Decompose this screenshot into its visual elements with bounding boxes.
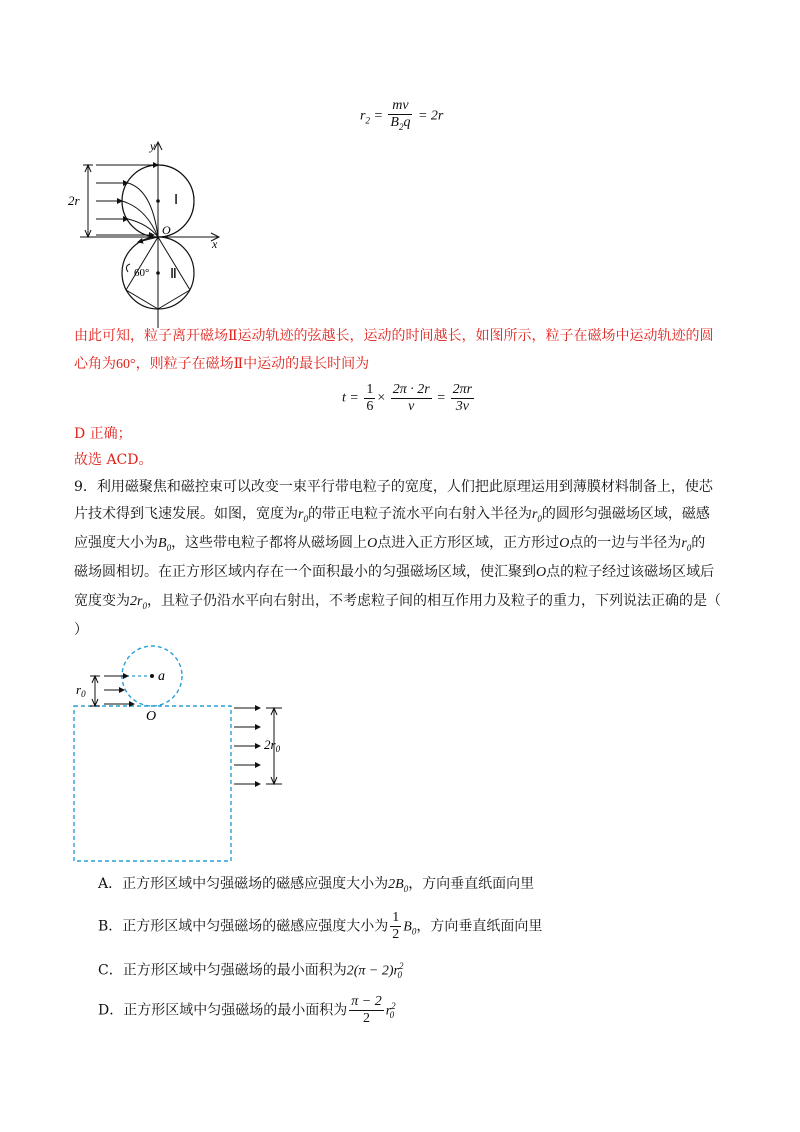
option-d[interactable]: D．正方形区域中匀强磁场的最小面积为 $\frac{\pi - 2}{2}$ $r^2_0$ [98, 994, 396, 1026]
figure-magnetic-circles [66, 138, 236, 330]
fig1-label-O: O [162, 223, 171, 237]
answer-angle: 60° [116, 357, 136, 372]
formula-r2: $r_2$ = $\frac{mv}{B_2q}$ = 2r [360, 98, 443, 135]
option-a[interactable]: A．正方形区域中匀强磁场的磁感应强度大小为$2B_0$，方向垂直纸面向里 [98, 876, 535, 894]
answer-line-2 [74, 354, 369, 375]
figure-square-field [70, 642, 300, 866]
fig1-label-II: Ⅱ [170, 267, 177, 282]
question-line-1: 9．利用磁聚焦和磁控束可以改变一束平行带电粒子的宽度，人们把此原理运用到薄膜材料制备上，使芯 [74, 479, 713, 495]
option-c[interactable]: C．正方形区域中匀强磁场的最小面积为$2(\pi - 2)r^2_0$ [98, 961, 404, 981]
answer-line2-b: ，则粒子在磁场Ⅱ中运动的最长时间为 [135, 356, 370, 372]
fig2-label-2r0: $2r_0$ [264, 737, 281, 754]
formula-t-frac1: $\frac{1}{6}$ [366, 382, 374, 414]
fig1-label-I: Ⅰ [174, 193, 179, 208]
formula-r2-den: $B_2q$ [390, 115, 411, 132]
fig2-label-a: a [158, 669, 165, 684]
answer-choose: 故选 ACD。 [74, 452, 153, 468]
option-b[interactable]: B．正方形区域中匀强磁场的磁感应强度大小为 $\frac{1}{2}$ $B_0$，方向垂直纸面向里 [98, 910, 543, 942]
formula-t [342, 382, 476, 415]
fig2-label-O: O [146, 709, 157, 724]
question-line-6: ） [74, 622, 88, 638]
formula-r2-fraction [388, 98, 412, 135]
formula-r2-lhs: r [360, 108, 366, 124]
answer-d-correct: D 正确； [74, 426, 132, 442]
formula-t-eq: = [437, 390, 446, 406]
answer-line2-a: 心角为 [74, 356, 116, 372]
formula-r2-lhs-sub: 2 [365, 115, 370, 126]
fig1-label-2r: 2r [68, 193, 80, 208]
formula-t-frac3: $\frac{2\pi r}{3v}$ [452, 382, 473, 414]
formula-t-times: × [377, 390, 386, 406]
question-line-3: 应强度大小为$B_0$，这些带电粒子都将从磁场圆上O点进入正方形区域，正方形过O点的一边与半径为$r_0$的 [74, 535, 706, 553]
formula-t-lhs: t = [342, 390, 359, 406]
answer-line-1: 由此可知，粒子离开磁场Ⅱ运动轨迹的弦越长，运动的时间越长，如图所示，粒子在磁场中运动轨迹的圆 [74, 328, 714, 344]
formula-t-frac2: $\frac{2\pi \cdot 2r}{v}$ [392, 382, 430, 414]
question-line-2: 片技术得到飞速发展。如图，宽度为$r_0$的带正电粒子流水平向右射入半径为$r_0$的圆形匀强磁场区域，磁感 [74, 506, 710, 524]
fig1-label-60: 60° [134, 267, 150, 279]
fig1-label-x: x [212, 237, 218, 251]
formula-r2-num: mv [388, 98, 412, 115]
fig1-label-y: y [150, 139, 156, 153]
square-region [74, 706, 231, 861]
question-line-4: 磁场圆相切。在正方形区域内存在一个面积最小的匀强磁场区域，使汇聚到O点的粒子经过该磁场区域后 [74, 564, 715, 580]
question-line-5: 宽度变为$2r_0$，且粒子仍沿水平向右射出，不考虑粒子间的相互作用力及粒子的重力，下列说法正确的是（ [74, 593, 721, 611]
formula-r2-rhs: = 2r [417, 108, 444, 124]
fig2-label-r0: $r_0$ [76, 682, 86, 699]
